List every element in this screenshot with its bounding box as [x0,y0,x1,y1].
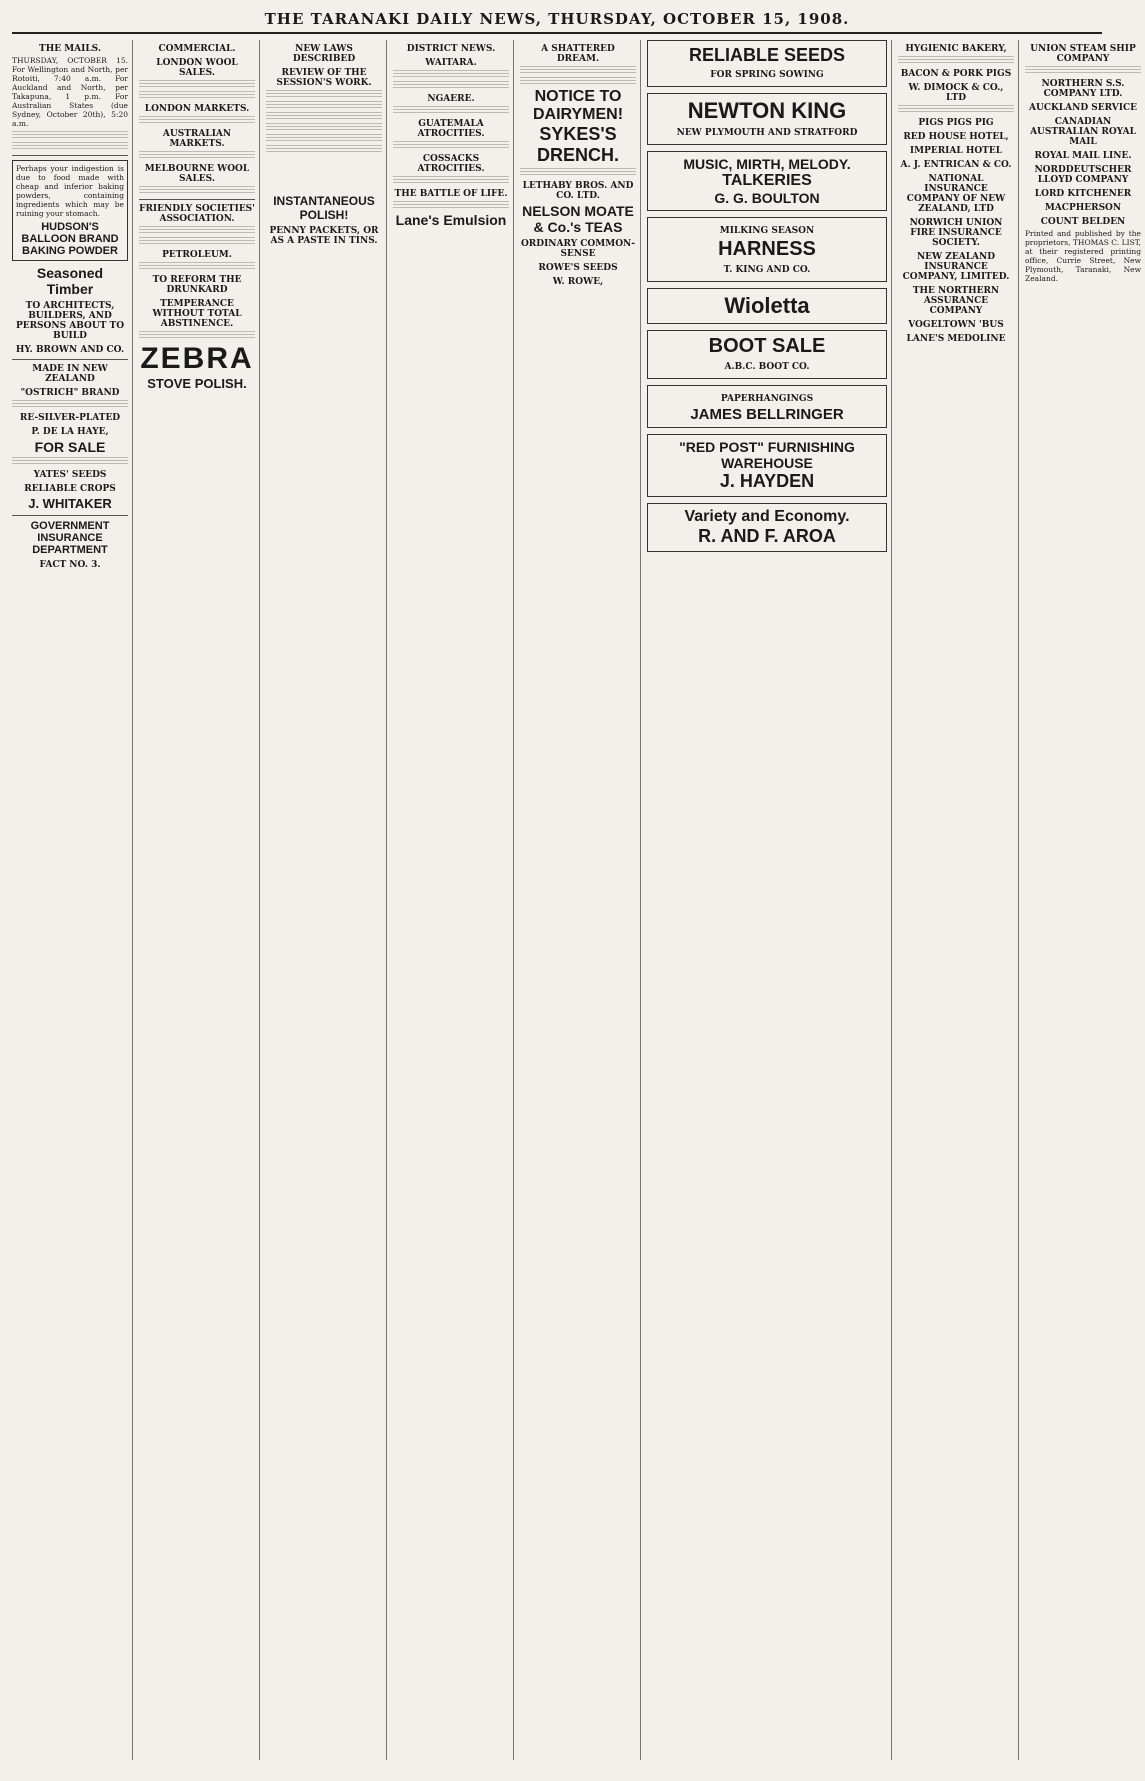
red-house-heading: RED HOUSE HOTEL, [903,132,1009,142]
bacon-heading: BACON & PORK PIGS [900,69,1012,79]
harness: HARNESS [718,238,816,260]
waitara-heading: WAITARA. [425,58,477,68]
bellringer: JAMES BELLRINGER [690,406,844,423]
reliable-seeds: RELIABLE SEEDS [688,45,846,65]
nelson-teas: NELSON MOATE & Co.'s TEAS [522,203,634,235]
reliable-seeds-ad [647,40,887,87]
instant-polish: INSTANTANEOUS POLISH! [273,194,375,222]
text-filler [393,106,509,115]
column-ads [647,40,892,1760]
canadian-heading: CANADIAN AUSTRALIAN ROYAL MAIL [1030,117,1136,147]
text-filler [898,105,1014,114]
london-wool-heading: LONDON WOOL SALES. [156,58,238,78]
national-heading: NATIONAL INSURANCE COMPANY OF NEW ZEALAND, LTD [906,174,1006,214]
pigs-heading: PIGS PIGS PIG [918,118,994,128]
petroleum-heading: PETROLEUM. [162,250,232,260]
yates-heading: YATES' SEEDS [33,470,107,480]
divider [12,155,128,156]
auckland-heading: AUCKLAND SERVICE [1028,103,1138,113]
seasoned-sub: TO ARCHITECTS, BUILDERS, AND PERSONS ABOUT TO BUILD [15,301,125,341]
text-filler [139,91,255,100]
count-belden-heading: COUNT BELDEN [1040,217,1126,227]
boot-sale-ad [647,330,887,379]
text-filler [393,70,509,79]
text-filler [266,112,382,121]
commercial-heading: COMMERCIAL. [158,44,236,54]
new-laws-heading: NEW LAWS DESCRIBED [292,44,356,64]
resilver-heading: RE-SILVER-PLATED [19,413,121,423]
royal-mail-heading: ROYAL MAIL LINE. [1034,151,1132,161]
text-filler [393,141,509,150]
text-filler [12,457,128,466]
variety: Variety and Economy. [684,508,850,525]
text-filler [139,80,255,89]
aroa-ad [647,503,887,552]
reform-heading: TO REFORM THE DRUNKARD [152,275,242,295]
paperhangings: PAPERHANGINGS [720,394,814,404]
baking-text: Perhaps your indigestion is due to food made with cheap and inferior baking powders, containing ingredients which may be ruining your stomach. [16,164,124,218]
guatemala-heading: GUATEMALA ATROCITIES. [417,119,485,139]
text-filler [139,331,255,340]
text-filler [139,151,255,160]
text-filler [266,134,382,143]
rowe-seeds-heading: ROWE'S SEEDS [538,263,618,273]
text-filler [12,131,128,140]
vogeltown-heading: VOGELTOWN 'BUS [908,320,1004,330]
brown-heading: HY. BROWN AND CO. [15,345,125,355]
masthead: THE TARANAKI DAILY NEWS, THURSDAY, OCTOBER 15, 1908. [12,10,1102,34]
boulton: G. G. BOULTON [714,190,820,206]
ngaere-heading: NGAERE. [427,94,475,104]
wioletta-ad [647,288,887,324]
macpherson-heading: MACPHERSON [1044,203,1122,213]
divider [139,199,255,200]
la-haye-heading: P. DE LA HAYE, [31,427,109,437]
reliable-crops-heading: RELIABLE CROPS [24,484,116,494]
new-laws-sub: REVIEW OF THE SESSION'S WORK. [276,68,372,88]
text-filler [12,142,128,151]
norddeutscher-heading: NORDDEUTSCHER LLOYD COMPANY [1034,165,1132,185]
aroa: R. AND F. AROA [698,526,836,546]
norwich-heading: NORWICH UNION FIRE INSURANCE SOCIETY. [909,218,1003,248]
text-filler [139,186,255,195]
zebra-sub: STOVE POLISH. [147,376,247,391]
text-filler [139,262,255,271]
divider [12,359,128,360]
fact-heading: FACT NO. 3. [39,560,101,570]
penny-packets: PENNY PACKETS, OR AS A PASTE IN TINS. [269,226,379,246]
district-heading: DISTRICT NEWS. [406,44,496,54]
text-filler [1025,66,1141,75]
columns [12,40,1141,1760]
red-post: "RED POST" FURNISHING WAREHOUSE [679,439,855,471]
column-3 [266,40,387,1760]
newton-king-ad [647,93,887,145]
shattered-heading: A SHATTERED DREAM. [541,44,615,64]
northern-sc-heading: NORTHERN S.S. COMPANY LTD. [1041,79,1125,99]
text-filler [520,168,636,177]
baking-brand: HUDSON'S BALLOON BRAND BAKING POWDER [21,221,119,257]
text-filler [393,81,509,90]
column-2 [139,40,260,1760]
whitaker-heading: J. WHITAKER [28,496,112,511]
column-5 [520,40,641,1760]
red-post-ad [647,434,887,497]
imprint: Printed and published by the proprietors, THOMAS C. LIST, at their registered printing office, Currie Street, New Plymouth, Taranaki, New Zealand. [1025,229,1141,283]
sykes-drench: SYKES'S DRENCH. [536,124,619,165]
imperial-heading: IMPERIAL HOTEL [909,146,1003,156]
notice-dairymen: NOTICE TO DAIRYMEN! [532,88,624,123]
lethaby-heading: LETHABY BROS. AND CO. LTD. [522,181,634,201]
baking-powder-ad [12,160,128,261]
lanes-medoline: LANE'S MEDOLINE [906,334,1006,344]
zebra-heading: ZEBRA [140,342,254,375]
divider [12,515,128,516]
govt-insurance-heading: GOVERNMENT INSURANCE DEPARTMENT [30,520,110,556]
text-filler [393,201,509,210]
text-filler [266,145,382,154]
paperhangings-ad [647,385,887,428]
column-1 [12,40,133,1760]
column-4 [393,40,514,1760]
nz-insurance-heading: NEW ZEALAND INSURANCE COMPANY, LIMITED. [902,252,1010,282]
text-filler [139,237,255,246]
w-rowe-heading: W. ROWE, [552,277,604,287]
talkeries: TALKERIES [722,172,812,189]
friendly-heading: FRIENDLY SOCIETIES' ASSOCIATION. [139,204,255,224]
battle-heading: THE BATTLE OF LIFE. [394,189,508,199]
harness-ad [647,217,887,282]
hayden: J. HAYDEN [719,471,815,491]
lanes-emulsion: Lane's Emulsion [395,212,507,228]
talkeries-ad [647,151,887,211]
mails-heading: THE MAILS. [39,44,101,54]
text-filler [12,400,128,409]
column-8 [898,40,1019,1760]
reform-sub: TEMPERANCE WITHOUT TOTAL ABSTINENCE. [152,299,242,329]
london-markets-heading: LONDON MARKETS. [144,104,250,114]
abc-boot: A.B.C. BOOT CO. [724,362,810,372]
for-sale-heading: FOR SALE [34,439,106,455]
newton-king: NEWTON KING [687,98,847,123]
text-filler [139,116,255,125]
melbourne-heading: MELBOURNE WOOL SALES. [144,164,250,184]
text-filler [266,90,382,99]
text-filler [266,101,382,110]
seasoned-timber-heading: Seasoned Timber [36,265,104,297]
newton-sub: NEW PLYMOUTH AND STRATFORD [676,128,858,138]
dimock-heading: W. DIMOCK & CO., LTD [908,83,1004,103]
text-filler [520,66,636,75]
boot-sale: BOOT SALE [708,335,826,357]
text-filler [393,176,509,185]
music-mirth: MUSIC, MIRTH, MELODY. [683,156,851,172]
text-filler [139,226,255,235]
column-9 [1025,40,1145,1760]
lord-kitchener-heading: LORD KITCHENER [1034,189,1132,199]
text-filler [266,123,382,132]
made-nz-heading: MADE IN NEW ZEALAND [32,364,108,384]
northern-heading: THE NORTHERN ASSURANCE COMPANY [912,286,1000,316]
hygienic-heading: HYGIENIC BAKERY, [905,44,1007,54]
currie-heading: A. J. ENTRICAN & CO. [900,160,1012,170]
union-heading: UNION STEAM SHIP COMPANY [1030,44,1136,64]
wioletta: Wioletta [724,293,810,318]
milking-season: MILKING SEASON [719,226,815,236]
cossacks-heading: COSSACKS ATROCITIES. [417,154,485,174]
australian-heading: AUSTRALIAN MARKETS. [162,129,232,149]
text-filler [520,77,636,86]
spring-sowing: FOR SPRING SOWING [710,70,824,80]
mails-text: THURSDAY, OCTOBER 15. For Wellington and North, per Rotoiti, 7:40 a.m. For Auckland and North, per Takapuna, 1 p.m. For Australian States (due Sydney, October 20th), 5:20 a.m. [12,56,128,128]
text-filler [898,56,1014,65]
ostrich-heading: "OSTRICH" BRAND [20,388,120,398]
t-king: T. KING AND CO. [723,265,811,275]
ordinary-heading: ORDINARY COMMON-SENSE [520,239,636,259]
